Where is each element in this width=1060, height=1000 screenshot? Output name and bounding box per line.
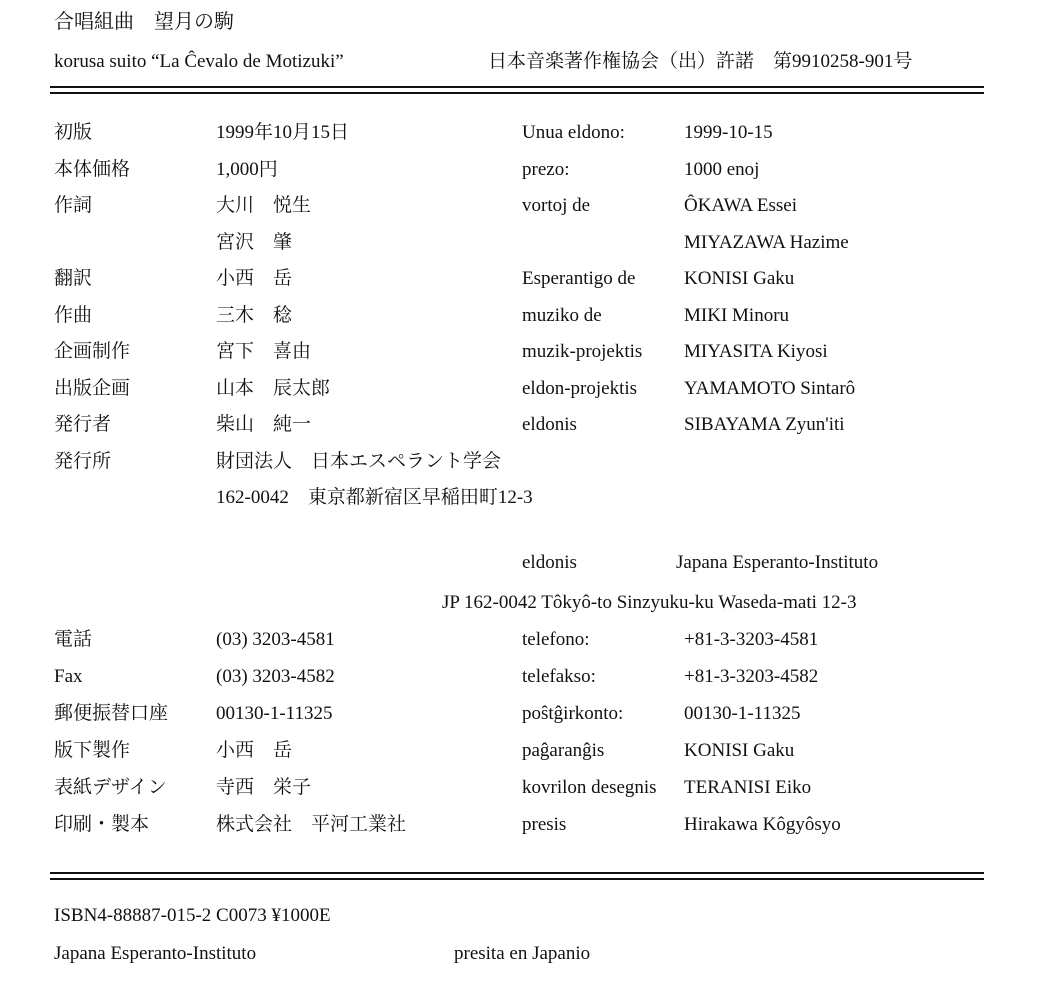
copyright-permit: 日本音楽著作権協会（出）許諾 第9910258-901号 (488, 51, 913, 72)
footer-publisher: Japana Esperanto-Instituto (54, 943, 257, 964)
row-value: 株式会社 平河工業社 (216, 814, 407, 835)
row-value: (03) 3203-4582 (216, 666, 335, 687)
row-eo-value: 00130-1-11325 (684, 703, 801, 724)
publisher-eo-name: Japana Esperanto-Instituto (676, 552, 879, 573)
row-eo-value: ÔKAWA Essei (684, 195, 797, 216)
row-value: 宮沢 肇 (216, 231, 293, 253)
row-label: 作曲 (54, 304, 93, 326)
row-eo-label: muzik-projektis (522, 341, 643, 362)
row-label: 印刷・製本 (54, 814, 150, 835)
top-rule (50, 86, 984, 88)
row-label: 出版企画 (54, 377, 131, 399)
row-eo-value: Hirakawa Kôgyôsyo (684, 814, 841, 835)
row-eo-value: MIKI Minoru (684, 304, 790, 326)
row-label: 翻訳 (54, 268, 93, 289)
row-label: 本体価格 (54, 158, 131, 180)
row-eo-label: presis (522, 814, 567, 835)
row-eo-label: poŝtĝirkonto: (522, 703, 624, 724)
row-value: (03) 3203-4581 (216, 629, 335, 650)
row-value: 柴山 純一 (216, 414, 312, 435)
bottom-rule-inner (50, 878, 984, 880)
isbn: ISBN4-88887-015-2 C0073 ¥1000E (54, 905, 331, 926)
row-eo-value: KONISI Gaku (684, 740, 795, 761)
row-eo-value: 1999-10-15 (684, 122, 773, 143)
row-value: 小西 岳 (216, 740, 293, 761)
row-eo-label: muziko de (522, 304, 602, 326)
row-eo-label: prezo: (522, 158, 570, 180)
row-eo-value: SIBAYAMA Zyun'iti (684, 414, 845, 435)
row-label: 企画制作 (54, 341, 131, 362)
row-label: 発行者 (54, 414, 112, 435)
row-label: 初版 (54, 122, 93, 143)
row-eo-label: vortoj de (522, 195, 591, 216)
row-eo-value: +81-3-3203-4581 (684, 629, 819, 650)
row-value: 三木 稔 (216, 304, 293, 326)
row-eo-value: MIYAZAWA Hazime (684, 231, 849, 253)
row-eo-label: telefono: (522, 629, 590, 650)
printed-in: presita en Japanio (454, 943, 591, 964)
row-eo-value: MIYASITA Kiyosi (684, 341, 828, 362)
title-japanese: 合唱組曲 望月の駒 (54, 11, 234, 33)
row-value: 財団法人 日本エスペラント学会 (216, 450, 502, 472)
row-label: 電話 (54, 629, 93, 650)
row-value: 1,000円 (216, 158, 278, 180)
row-eo-label: eldon-projektis (522, 377, 638, 399)
title-esperanto: korusa suito “La Ĉevalo de Motizuki” (54, 51, 344, 72)
row-value: 山本 辰太郎 (216, 377, 331, 399)
row-label: 表紙デザイン (54, 777, 167, 798)
publisher-eo-address: JP 162-0042 Tôkyô-to Sinzyuku-ku Waseda-mati 12-3 (442, 592, 857, 613)
top-rule-inner (50, 92, 984, 94)
bottom-rule (50, 872, 984, 874)
row-value: 大川 悦生 (216, 195, 312, 216)
row-value: 小西 岳 (216, 268, 293, 289)
row-eo-label: kovrilon desegnis (522, 777, 657, 798)
row-eo-value: TERANISI Eiko (684, 777, 812, 798)
row-eo-label: Esperantigo de (522, 268, 636, 289)
row-value: 寺西 栄子 (216, 777, 312, 798)
row-eo-value: 1000 enoj (684, 158, 760, 180)
row-label: 郵便振替口座 (54, 703, 169, 724)
row-value: 162-0042 東京都新宿区早稲田町12-3 (216, 487, 533, 508)
row-label: 発行所 (54, 450, 112, 472)
row-eo-label: telefakso: (522, 666, 596, 687)
row-eo-label: Unua eldono: (522, 122, 625, 143)
row-eo-value: YAMAMOTO Sintarô (684, 377, 856, 399)
row-value: 1999年10月15日 (216, 122, 350, 143)
row-eo-label: eldonis (522, 414, 577, 435)
row-eo-value: KONISI Gaku (684, 268, 795, 289)
row-value: 宮下 喜由 (216, 341, 312, 362)
row-label: Fax (54, 666, 83, 687)
row-label: 版下製作 (54, 740, 131, 761)
row-value: 00130-1-11325 (216, 703, 333, 724)
row-label: 作詞 (54, 195, 93, 216)
publisher-eo-label: eldonis (522, 552, 577, 573)
row-eo-label: paĝaranĝis (522, 740, 605, 761)
row-eo-value: +81-3-3203-4582 (684, 666, 819, 687)
